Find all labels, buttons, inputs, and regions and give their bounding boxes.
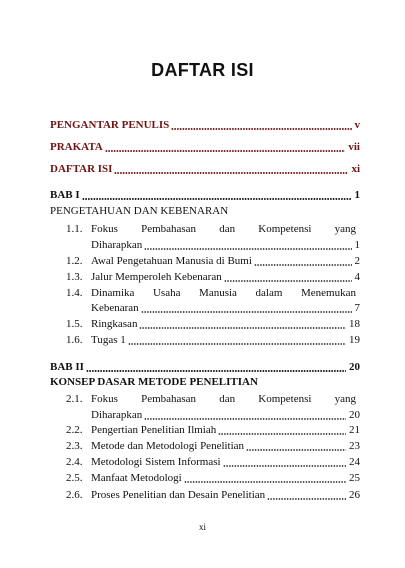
- toc-entry-1-4-line-2[interactable]: [50, 301, 360, 316]
- entry-title: Tugas 1: [91, 334, 126, 346]
- entry-page: 4: [354, 271, 360, 283]
- toc-entry-2-6[interactable]: [50, 488, 360, 503]
- entry-page: 19: [349, 334, 360, 346]
- dot-leader: [171, 118, 351, 133]
- dot-leader: [218, 423, 346, 438]
- toc-entry-1-6[interactable]: [50, 333, 360, 348]
- entry-title: Ringkasan: [91, 318, 138, 330]
- entry-title: PRAKATA: [50, 141, 103, 153]
- entry-page: 2: [354, 255, 360, 267]
- entry-number: 2.1.: [66, 393, 83, 405]
- entry-page: 21: [349, 424, 360, 436]
- entry-number: 2.3.: [66, 440, 83, 452]
- dot-leader: [86, 360, 346, 375]
- dot-leader: [82, 188, 352, 203]
- entry-page: 26: [349, 489, 360, 501]
- entry-title-continued: Diharapkan: [91, 239, 143, 251]
- entry-title: Pengertian Penelitian Ilmiah: [91, 424, 217, 436]
- toc-entry-1-2[interactable]: [50, 254, 360, 269]
- dot-leader: [144, 238, 351, 253]
- dot-leader: [128, 333, 346, 348]
- toc-entry-daftar-isi[interactable]: [50, 162, 360, 177]
- entry-title: Awal Pengetahuan Manusia di Bumi: [91, 255, 252, 267]
- entry-page: 24: [349, 456, 360, 468]
- entry-title: Metodologi Sistem Informasi: [91, 456, 221, 468]
- entry-title: Jalur Memperoleh Kebenaran: [91, 271, 222, 283]
- entry-number: 1.6.: [66, 334, 83, 346]
- dot-leader: [184, 471, 346, 486]
- entry-number: 1.1.: [66, 223, 83, 235]
- toc-entry-1-1-line-2[interactable]: [50, 238, 360, 253]
- entry-title-continued: Diharapkan: [91, 409, 143, 421]
- chapter-title-bab-1: [50, 204, 360, 219]
- entry-number: 2.6.: [66, 489, 83, 501]
- dot-leader: [114, 162, 348, 177]
- entry-number: 1.2.: [66, 255, 83, 267]
- entry-number: 1.5.: [66, 318, 83, 330]
- toc-entry-prakata[interactable]: [50, 140, 360, 155]
- entry-title: Fokus Pembahasan dan Kompetensi yang: [91, 223, 356, 235]
- entry-title: DAFTAR ISI: [50, 163, 113, 175]
- entry-page: 1: [354, 239, 360, 251]
- page-number-footer: xi: [198, 522, 206, 532]
- entry-number: 1.4.: [66, 287, 83, 299]
- toc-entry-2-4[interactable]: [50, 455, 360, 470]
- dot-leader: [224, 270, 352, 285]
- dot-leader: [141, 301, 352, 316]
- dot-leader: [144, 408, 346, 423]
- entry-title: Metode dan Metodologi Penelitian: [91, 440, 245, 452]
- entry-page: vii: [348, 141, 360, 153]
- entry-number: 2.4.: [66, 456, 83, 468]
- entry-title: Manfaat Metodologi: [91, 472, 182, 484]
- toc-entry-1-4[interactable]: [50, 286, 360, 301]
- entry-page: xi: [351, 163, 360, 175]
- toc-entry-2-3[interactable]: [50, 439, 360, 454]
- chapter-title-bab-2: [50, 375, 360, 390]
- entry-number: 1.3.: [66, 271, 83, 283]
- chapter-title: PENGETAHUAN DAN KEBENARAN: [50, 205, 229, 217]
- toc-entry-2-2[interactable]: [50, 423, 360, 438]
- toc-entry-1-3[interactable]: [50, 270, 360, 285]
- entry-number: 2.5.: [66, 472, 83, 484]
- dot-leader: [254, 254, 352, 269]
- table-of-contents: [50, 0, 360, 568]
- entry-page: 18: [349, 318, 360, 330]
- entry-page: 1: [354, 189, 360, 201]
- entry-page: 20: [349, 409, 360, 421]
- entry-title: Fokus Pembahasan dan Kompetensi yang: [91, 393, 356, 405]
- toc-entry-2-1[interactable]: [50, 392, 360, 407]
- toc-entry-2-1-line-2[interactable]: [50, 408, 360, 423]
- dot-leader: [246, 439, 346, 454]
- entry-title: Dinamika Usaha Manusia dalam Menemukan: [91, 287, 356, 299]
- chapter-label: BAB II: [50, 361, 84, 373]
- entry-number: 2.2.: [66, 424, 83, 436]
- dot-leader: [223, 455, 346, 470]
- toc-entry-1-5[interactable]: [50, 317, 360, 332]
- chapter-title: KONSEP DASAR METODE PENELITIAN: [50, 376, 258, 388]
- entry-page: 23: [349, 440, 360, 452]
- dot-leader: [105, 140, 346, 155]
- entry-page: 7: [354, 302, 360, 314]
- entry-title: PENGANTAR PENULIS: [50, 119, 170, 131]
- entry-page: 20: [349, 361, 360, 373]
- toc-entry-bab-2[interactable]: [50, 360, 360, 375]
- entry-page: v: [354, 119, 360, 131]
- entry-title-continued: Kebenaran: [91, 302, 139, 314]
- entry-page: 25: [349, 472, 360, 484]
- entry-title: Proses Penelitian dan Desain Penelitian: [91, 489, 266, 501]
- toc-entry-2-5[interactable]: [50, 471, 360, 486]
- toc-entry-pengantar-penulis[interactable]: [50, 118, 360, 133]
- toc-entry-bab-1[interactable]: [50, 188, 360, 203]
- dot-leader: [267, 488, 346, 503]
- dot-leader: [139, 317, 346, 332]
- chapter-label: BAB I: [50, 189, 80, 201]
- toc-entry-1-1[interactable]: [50, 222, 360, 237]
- page-title: DAFTAR ISI: [151, 60, 254, 80]
